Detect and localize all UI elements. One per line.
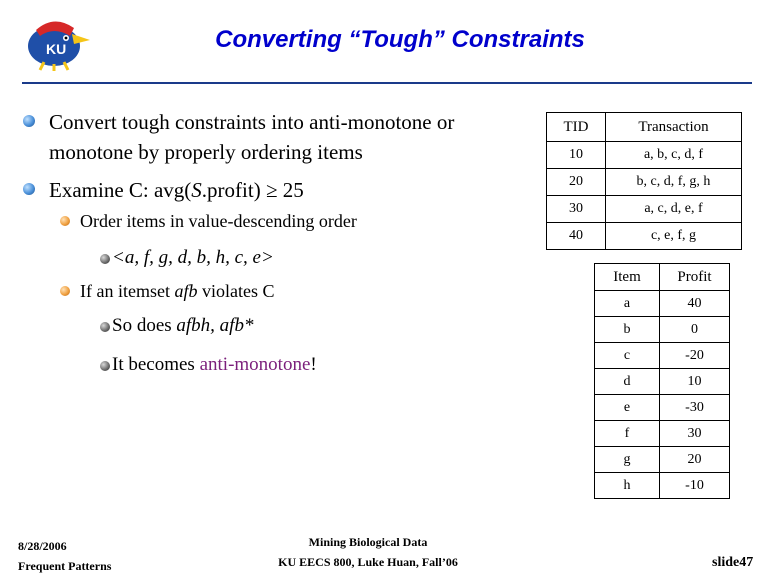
column-header: TID	[547, 113, 606, 142]
profit-table	[594, 263, 730, 499]
table-cell: 10	[547, 142, 606, 169]
sub-sub-bullet-icon	[100, 254, 110, 264]
footer-course-line2: KU EECS 800, Luke Huan, Fall’06	[278, 555, 458, 569]
bullet-icon	[23, 115, 35, 127]
ku-jayhawk-logo	[14, 10, 94, 72]
table-row	[547, 142, 742, 169]
table-row	[547, 169, 742, 196]
table-cell: a	[595, 291, 660, 317]
logo-text: KU	[46, 41, 67, 57]
column-header: Profit	[660, 264, 730, 291]
table-cell: -10	[660, 473, 730, 499]
table-cell: c	[595, 343, 660, 369]
transaction-table	[546, 112, 742, 250]
anti-monotone-prefix: It becomes	[112, 354, 200, 375]
table-row	[595, 343, 730, 369]
table-cell: d	[595, 369, 660, 395]
table-cell: 10	[660, 369, 730, 395]
table-cell: g	[595, 447, 660, 473]
item-ordering-text: <a, f, g, d, b, h, c, e>	[112, 247, 274, 268]
table-cell: c, e, f, g	[606, 223, 742, 250]
table-header-row	[547, 113, 742, 142]
table-row	[547, 223, 742, 250]
bullet-icon	[23, 183, 35, 195]
footer-left	[18, 536, 111, 576]
column-header: Transaction	[606, 113, 742, 142]
column-header: Item	[595, 264, 660, 291]
title-divider	[22, 82, 752, 84]
table-row	[595, 291, 730, 317]
table-row	[595, 473, 730, 499]
footer-center	[240, 532, 496, 572]
table-cell: h	[595, 473, 660, 499]
sub-bullet-violates-text: If an itemset afb violates C	[80, 281, 275, 301]
table-cell: -30	[660, 395, 730, 421]
footer-date: 8/28/2006	[18, 539, 67, 553]
table-cell: b, c, d, f, g, h	[606, 169, 742, 196]
bullet-1-text: Convert tough constraints into anti-monotone or	[49, 110, 455, 134]
sub-sub-bullet-icon	[100, 322, 110, 332]
sub-bullet-icon	[60, 286, 70, 296]
table-row	[595, 447, 730, 473]
table-cell: 30	[547, 196, 606, 223]
sub-sub-bullet-icon	[100, 361, 110, 371]
sub-bullet-order-text: Order items in value-descending order	[80, 211, 357, 231]
footer-topic: Frequent Patterns	[18, 559, 112, 573]
slide-title: Converting “Tough” Constraints	[215, 26, 585, 53]
table-row	[595, 369, 730, 395]
table-cell: 40	[547, 223, 606, 250]
table-cell: e	[595, 395, 660, 421]
so-does-text: So does afbh, afb*	[112, 315, 254, 336]
anti-monotone-highlight: anti-monotone	[199, 354, 311, 375]
table-cell: f	[595, 421, 660, 447]
bullet-1-continuation: monotone by properly ordering items	[49, 140, 363, 164]
table-row	[595, 395, 730, 421]
table-cell: 20	[547, 169, 606, 196]
table-cell: -20	[660, 343, 730, 369]
table-cell: a, b, c, d, f	[606, 142, 742, 169]
footer-course-line1: Mining Biological Data	[308, 535, 428, 549]
table-cell: b	[595, 317, 660, 343]
table-row	[547, 196, 742, 223]
table-row	[595, 317, 730, 343]
table-cell: 40	[660, 291, 730, 317]
anti-monotone-line	[112, 353, 317, 377]
table-cell: 30	[660, 421, 730, 447]
sub-bullet-icon	[60, 216, 70, 226]
table-row	[595, 421, 730, 447]
slide-number: slide47	[712, 555, 754, 570]
table-cell: 0	[660, 317, 730, 343]
table-cell: 20	[660, 447, 730, 473]
table-header-row	[595, 264, 730, 291]
anti-monotone-suffix: !	[310, 354, 317, 375]
table-cell: a, c, d, e, f	[606, 196, 742, 223]
bullet-2-text: Examine C: avg(S.profit) ≥ 25	[49, 178, 304, 202]
